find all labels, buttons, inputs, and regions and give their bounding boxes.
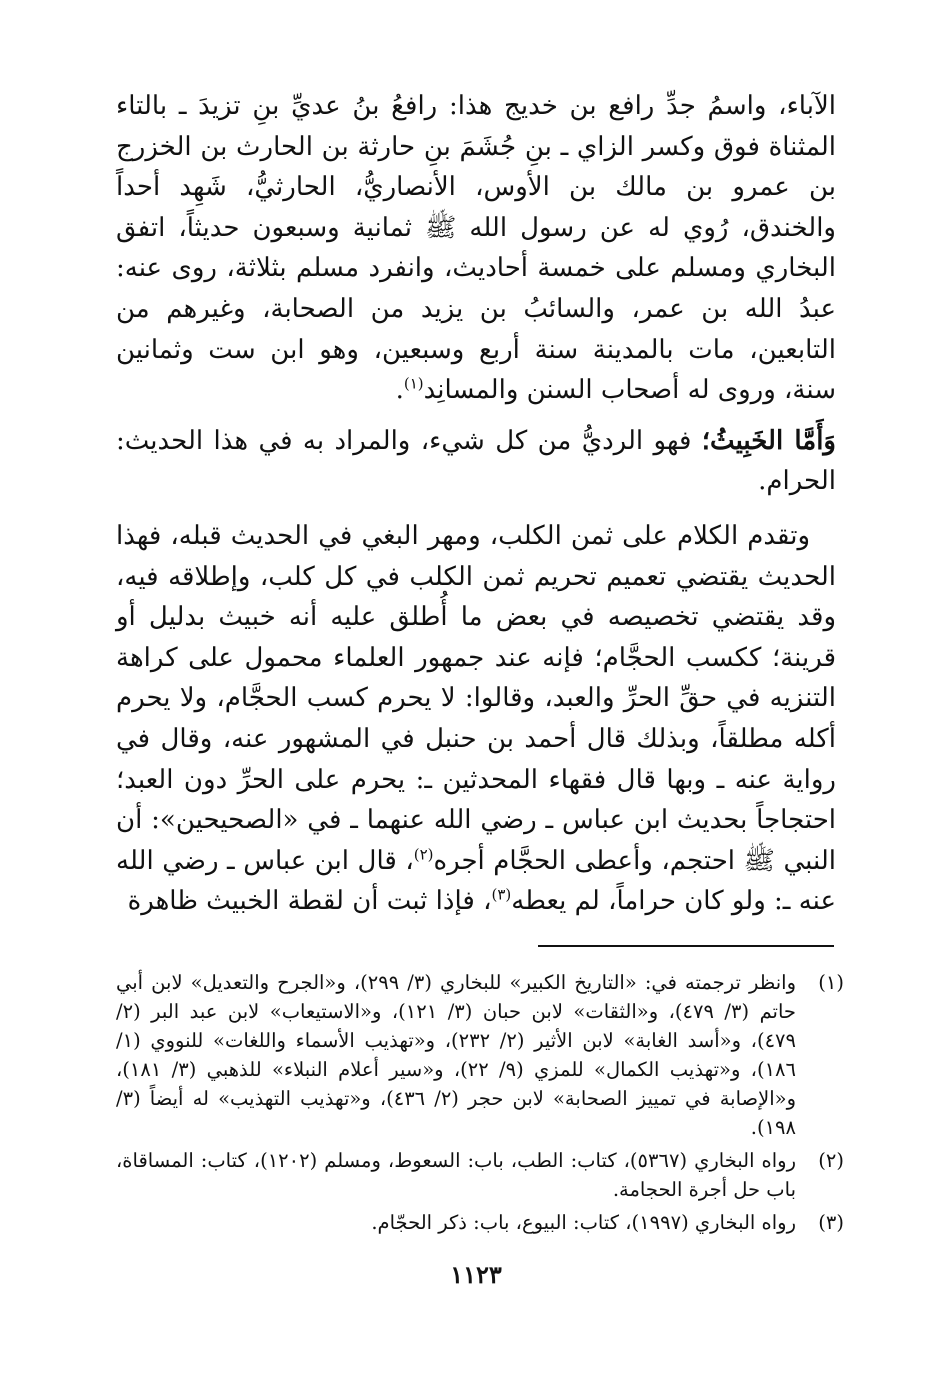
footnote-number: (١) xyxy=(818,971,844,994)
footnote-text: رواه البخاري (٥٣٦٧)، كتاب: الطب، باب: السعوط، ومسلم (١٢٠٢)، كتاب: المساقاة، باب حل أجرة الحجامة. xyxy=(116,1149,796,1201)
paragraph-narrator-biography xyxy=(116,86,836,411)
footnote-ref-3: (٣) xyxy=(491,885,512,904)
footnote xyxy=(116,1146,844,1204)
paragraph-commentary xyxy=(116,516,836,922)
section-lead-word: وَأَمَّا الخَبِيثُ؛ xyxy=(701,425,836,456)
page-number: ١١٢٣ xyxy=(450,1260,502,1289)
paragraph-3-text-a: وتقدم الكلام على ثمن الكلب، ومهر البغي في الحديث قبله، فهذا الحديث يقتضي تعميم تحريم ثمن الكلب في كل كلب، وإطلاقه فيه، وقد يقتضي تخصيصه في بعض ما أُطلق عليه أنه خبيث بدليل أو قرينة؛ ككسب الحجَّام؛ فإنه عند جمهور العلماء محمول على كراهة التنزيه في حقِّ الحرِّ والعبد، وقالوا: لا يحرم كسب الحجَّام، ولا يحرم أكله مطلقاً، وبذلك قال أحمد بن حنبل في المشهور عنه، وقال في رواية عنه ـ وبها قال فقهاء المحدثين ـ: يحرم على الحرِّ دون العبد؛ احتجاجاً بحديث ابن عباس ـ رضي الله عنهما ـ في «الصحيحين»: أن النبي ﷺ احتجم، وأعطى الحجَّام أجره xyxy=(116,520,836,876)
paragraph-khabith-definition xyxy=(116,421,836,502)
footnote-text: رواه البخاري (١٩٩٧)، كتاب: البيوع، باب: ذكر الحجّام. xyxy=(371,1211,796,1234)
footnotes xyxy=(116,968,844,1241)
paragraph-3-text-c: ، فإذا ثبت أن لقطة الخبيث ظاهرة xyxy=(127,886,492,917)
footnote-number: (٢) xyxy=(818,1149,844,1172)
footnote-ref-2: (٢) xyxy=(413,845,434,864)
paragraph-2-text: فهو الرديُّ من كل شيء، والمراد به في هذا الحديث: الحرام. xyxy=(116,425,836,497)
main-text xyxy=(116,86,836,922)
footnote xyxy=(116,1208,844,1237)
footnote-text: وانظر ترجمته في: «التاريخ الكبير» للبخاري (٣/ ٢٩٩)، و«الجرح والتعديل» لابن أبي حاتم (٣/ ٤٧٩)، و«الثقات» لابن حبان (٣/ ١٢١)، و«الاستيعاب» لابن عبد البر (٢/ ٤٧٩)، و«أسد الغابة» لابن الأثير (٢/ ٢٣٢)، و«تهذيب الأسماء واللغات» للنووي (١/ ١٨٦)، و«تهذيب الكمال» للمزي (٩/ ٢٢)، و«سير أعلام النبلاء» للذهبي (٣/ ١٨١)، و«الإصابة في تمييز الصحابة» لابن حجر (٢/ ٤٣٦)، و«تهذيب التهذيب» له أيضاً (٣/ ١٩٨). xyxy=(116,971,796,1139)
footnote xyxy=(116,968,844,1142)
footnote-separator xyxy=(538,945,834,947)
paragraph-3-text-b: ، قال ابن عباس ـ رضي الله عنه ـ: ولو كان حراماً، لم يعطه xyxy=(116,845,836,917)
footnote-number: (٣) xyxy=(818,1211,844,1234)
paragraph-1-end: . xyxy=(395,375,404,406)
paragraph-1-text: الآباء، واسمُ جدِّ رافع بن خديج هذا: رافعُ بنُ عديِّ بنِ تزيدَ ـ بالتاء المثناة فوق وكسر الزاي ـ بنِ جُشَمَ بنِ حارثة بن الحارث بن الخزرج بن عمرو بن مالك بن الأوس، الأنصاريُّ، الحارثيُّ، شَهِد أحداً والخندق، رُوي له عن رسول الله ﷺ ثمانية وسبعون حديثاً، اتفق البخاري ومسلم على خمسة أحاديث، وانفرد مسلم بثلاثة، روى عنه: عبدُ الله بن عمر، والسائبُ بن يزيد من الصحابة، وغيرهم من التابعين، مات بالمدينة سنة أربع وسبعين، وهو ابن ست وثمانين سنة، وروى له أصحاب السنن والمسانِد xyxy=(116,91,836,406)
footnote-ref-1: (١) xyxy=(403,374,424,393)
